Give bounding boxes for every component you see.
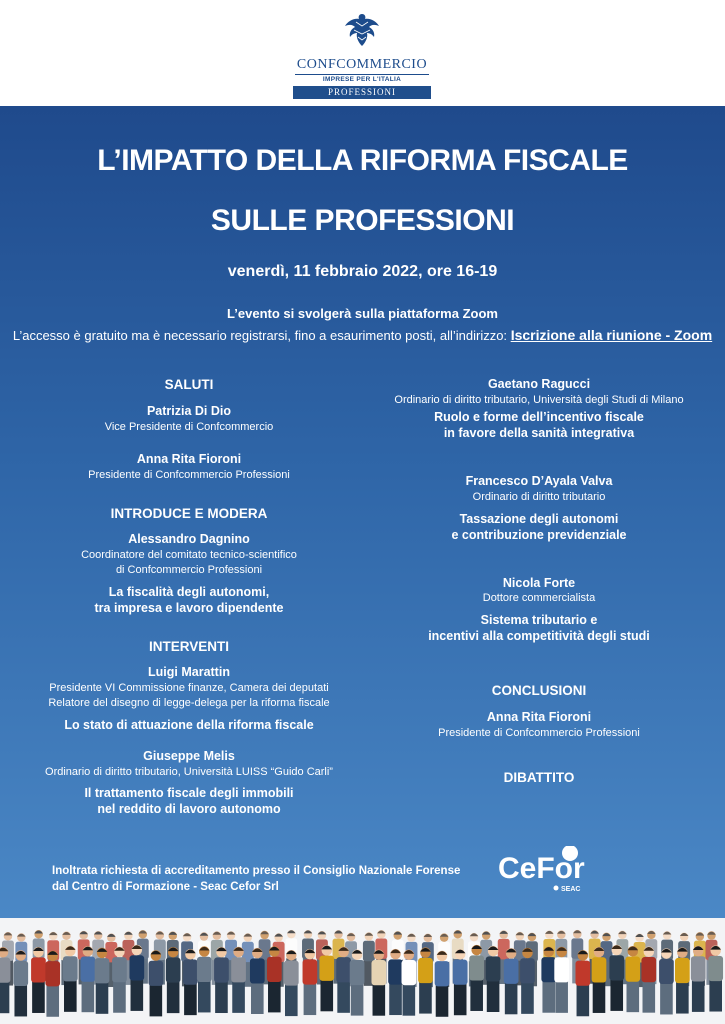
eagle-icon <box>342 12 382 48</box>
speaker-role: Presidente di Confcommercio Professioni <box>88 469 290 481</box>
section-saluti: SALUTI <box>164 377 214 392</box>
main-panel <box>0 106 725 918</box>
talk-topic: in favore della sanità integrativa <box>443 426 635 440</box>
speaker-role: Dottore commercialista <box>482 592 596 604</box>
people-crowd-image <box>0 918 725 1024</box>
accreditation-note <box>52 863 460 895</box>
title-line-2: SULLE PROFESSIONI <box>210 204 515 237</box>
speaker-name: Gaetano Ragucci <box>487 377 591 391</box>
platform-note: L’evento si svolgerà sulla piattaforma Zoom <box>227 306 498 321</box>
speaker-role: di Confcommercio Professioni <box>115 564 263 576</box>
speaker-role: Ordinario di diritto tributario, Università LUISS “Guido Carli” <box>45 766 333 778</box>
talk-topic: tra impresa e lavoro dipendente <box>94 601 284 615</box>
talk-topic: Tassazione degli autonomi <box>459 512 619 526</box>
logo-brand: CONFCOMMERCIO <box>296 57 428 72</box>
speaker-role: Ordinario di diritto tributario <box>472 491 606 503</box>
access-text: L’accesso è gratuito ma è necessario registrarsi, fino a esaurimento posti, all’indirizzo: <box>12 328 508 343</box>
section-conclusioni: CONCLUSIONI <box>491 683 587 698</box>
talk-topic: La fiscalità degli autonomi, <box>108 585 270 599</box>
speaker-name: Patrizia Di Dio <box>146 404 232 418</box>
speaker-name: Giuseppe Melis <box>143 749 235 763</box>
talk-topic: e contribuzione previdenziale <box>451 528 627 542</box>
speaker-role: Relatore del disegno di legge-delega per la riforma fiscale <box>48 697 330 709</box>
event-date: venerdì, 11 febbraio 2022, ore 16-19 <box>227 263 498 280</box>
speaker-name: Francesco D’Ayala Valva <box>465 474 613 488</box>
section-interventi: INTERVENTI <box>148 639 229 654</box>
registration-link[interactable]: Iscrizione alla riunione - Zoom <box>510 327 713 343</box>
cefor-logo <box>496 846 586 896</box>
accreditation-line-2: dal Centro di Formazione - Seac Cefor Srl <box>52 881 279 893</box>
crowd-illustration <box>0 918 725 1024</box>
cefor-sub: SEAC <box>561 886 581 893</box>
title-line-1: L’IMPATTO DELLA RIFORMA FISCALE <box>97 144 628 177</box>
confcommercio-logo <box>293 12 431 96</box>
speaker-name: Luigi Marattin <box>148 665 230 679</box>
speaker-name: Nicola Forte <box>502 576 576 590</box>
talk-topic: Il trattamento fiscale degli immobili <box>84 786 294 800</box>
section-introduce: INTRODUCE E MODERA <box>110 506 268 521</box>
speaker-role: Ordinario di diritto tributario, Università degli Studi di Milano <box>394 394 684 406</box>
talk-topic: Ruolo e forme dell’incentivo fiscale <box>434 410 644 424</box>
speaker-name: Anna Rita Fioroni <box>136 452 242 466</box>
left-column <box>20 377 358 827</box>
right-column <box>374 377 704 827</box>
talk-topic: Sistema tributario e <box>480 613 598 627</box>
speaker-role: Presidente di Confcommercio Professioni <box>438 727 640 739</box>
logo-tagline: IMPRESE PER L'ITALIA <box>295 74 429 83</box>
talk-topic: nel reddito di lavoro autonomo <box>97 802 281 816</box>
accreditation-line-1: Inoltrata richiesta di accreditamento presso il Consiglio Nazionale Forense <box>52 865 461 877</box>
speaker-role: Vice Presidente di Confcommercio <box>104 421 274 433</box>
speaker-role: Presidente VI Commissione finanze, Camera dei deputati <box>49 682 329 694</box>
talk-topic: Lo stato di attuazione della riforma fiscale <box>64 718 314 732</box>
speaker-name: Anna Rita Fioroni <box>486 710 592 724</box>
access-note <box>0 327 725 343</box>
person-figure <box>284 950 299 1016</box>
header <box>0 0 725 106</box>
section-dibattito: DIBATTITO <box>503 770 575 785</box>
cefor-wordmark: CeFor <box>498 852 585 885</box>
cefor-logo-mark <box>496 846 586 896</box>
speaker-name: Alessandro Dagnino <box>128 532 250 546</box>
logo-division: PROFESSIONI <box>293 86 431 99</box>
talk-topic: incentivi alla competitività degli studi <box>428 629 650 643</box>
speaker-role: Coordinatore del comitato tecnico-scientifico <box>81 549 297 561</box>
